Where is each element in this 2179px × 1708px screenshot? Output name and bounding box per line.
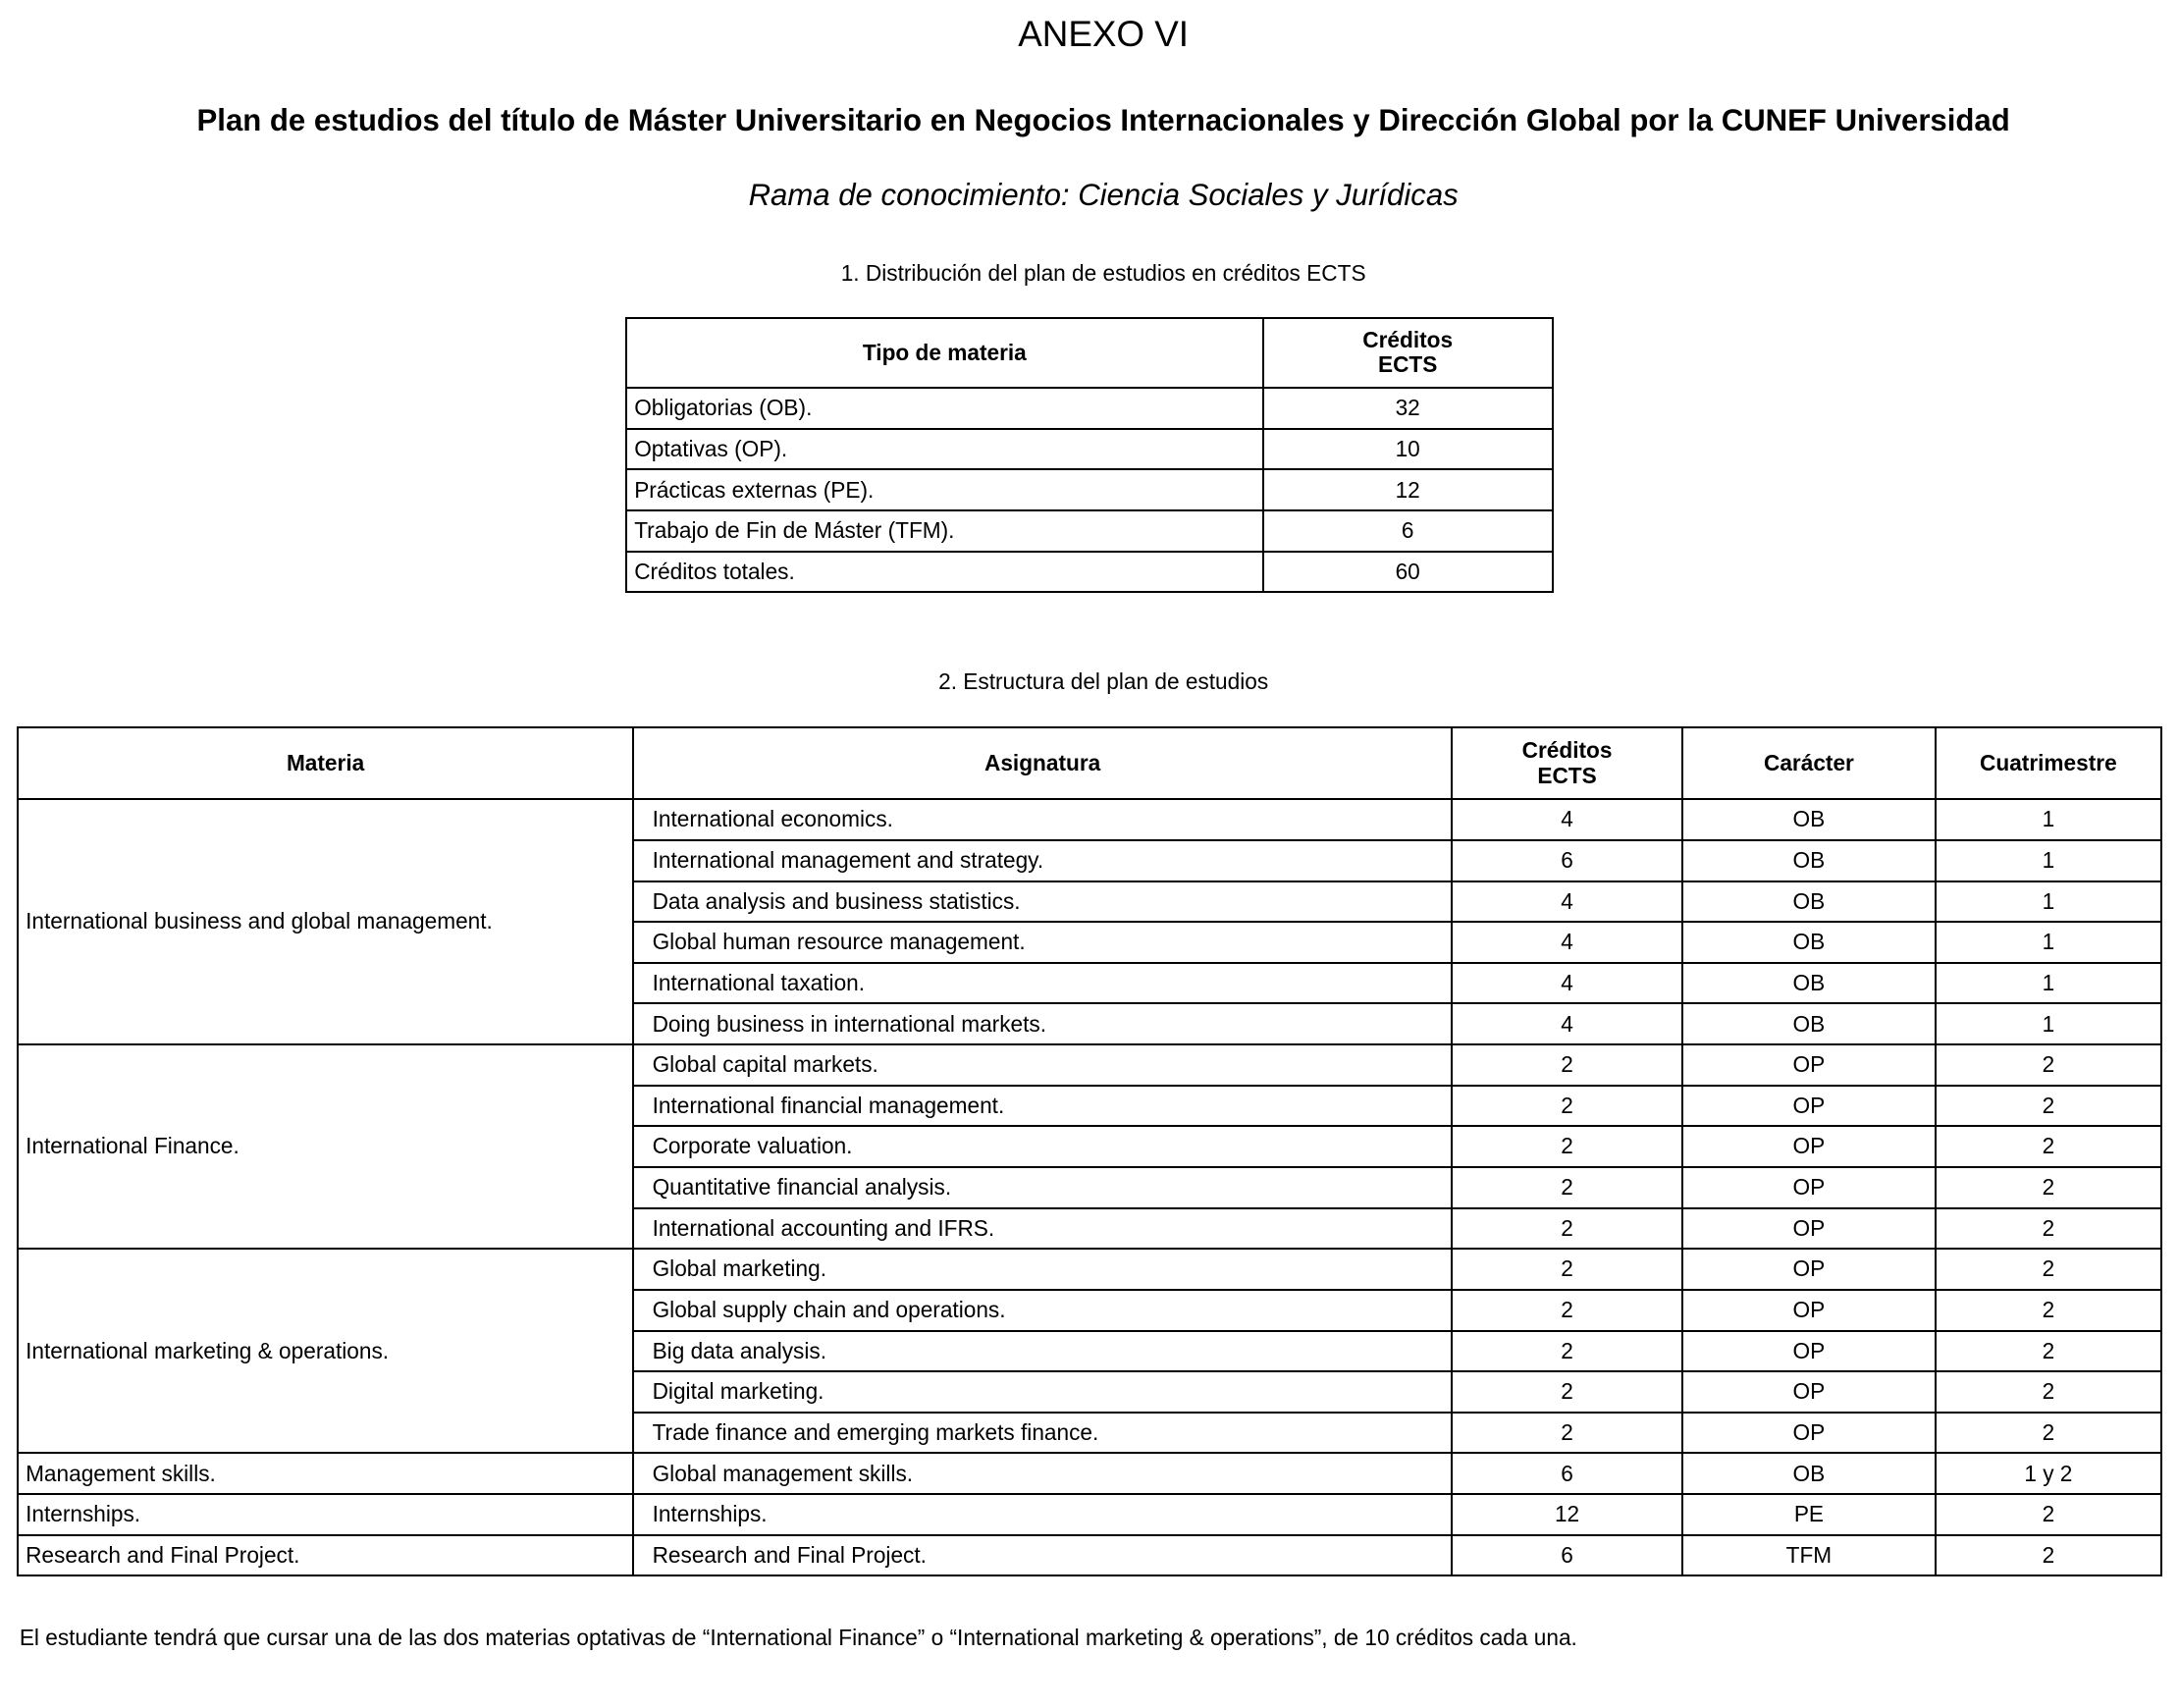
creditos-cell: 4 <box>1452 922 1682 963</box>
caracter-cell: OP <box>1682 1413 1936 1454</box>
caracter-cell: OP <box>1682 1208 1936 1250</box>
table-row <box>18 1535 2161 1576</box>
table-row <box>626 469 1553 510</box>
cuatrimestre-cell: 1 <box>1936 799 2161 840</box>
creditos-cell: 2 <box>1452 1167 1682 1208</box>
caracter-cell: OP <box>1682 1290 1936 1331</box>
caracter-cell: OB <box>1682 799 1936 840</box>
materia-cell: Research and Final Project. <box>18 1535 633 1576</box>
section2-title: 2. Estructura del plan de estudios <box>938 667 1269 694</box>
creditos-cell: 12 <box>1452 1494 1682 1535</box>
creditos-cell: 4 <box>1452 799 1682 840</box>
tipo-cell: Trabajo de Fin de Máster (TFM). <box>626 510 1262 552</box>
asignatura-cell: Big data analysis. <box>633 1331 1452 1372</box>
credits-distribution-table <box>625 317 1554 594</box>
table-row <box>18 1044 2161 1086</box>
header-creditos: Créditos ECTS <box>1452 727 1682 799</box>
cuatrimestre-cell: 1 <box>1936 963 2161 1004</box>
asignatura-cell: Research and Final Project. <box>633 1535 1452 1576</box>
table-row <box>626 429 1553 470</box>
table-row <box>626 510 1553 552</box>
materia-cell: Internships. <box>18 1494 633 1535</box>
table-header <box>626 318 1553 388</box>
creditos-cell: 4 <box>1452 1003 1682 1044</box>
cuatrimestre-cell: 1 <box>1936 1003 2161 1044</box>
materia-cell: International marketing & operations. <box>18 1249 633 1453</box>
cuatrimestre-cell: 2 <box>1936 1290 2161 1331</box>
asignatura-cell: International accounting and IFRS. <box>633 1208 1452 1250</box>
creditos-cell: 2 <box>1452 1249 1682 1290</box>
cuatrimestre-cell: 2 <box>1936 1371 2161 1413</box>
asignatura-cell: Global management skills. <box>633 1453 1452 1494</box>
asignatura-cell: Global human resource management. <box>633 922 1452 963</box>
asignatura-cell: Global marketing. <box>633 1249 1452 1290</box>
caracter-cell: OB <box>1682 840 1936 881</box>
creditos-cell: 2 <box>1452 1126 1682 1167</box>
branch-subtitle: Rama de conocimiento: Ciencia Sociales y Jurídicas <box>748 178 1459 213</box>
caracter-cell: OB <box>1682 1003 1936 1044</box>
asignatura-cell: International taxation. <box>633 963 1452 1004</box>
section1-title: 1. Distribución del plan de estudios en créditos ECTS <box>840 259 1366 286</box>
cuatrimestre-cell: 1 y 2 <box>1936 1453 2161 1494</box>
caracter-cell: OP <box>1682 1167 1936 1208</box>
creditos-cell: 2 <box>1452 1331 1682 1372</box>
cuatrimestre-cell: 1 <box>1936 840 2161 881</box>
table-row <box>18 1249 2161 1290</box>
creditos-cell: 2 <box>1452 1371 1682 1413</box>
tipo-cell: Prácticas externas (PE). <box>626 469 1262 510</box>
caracter-cell: OP <box>1682 1086 1936 1127</box>
footnote: El estudiante tendrá que cursar una de las dos materias optativas de “International Finance” o “International marketing & operations”, de 10 créditos cada una. <box>19 1625 1577 1651</box>
cuatrimestre-cell: 1 <box>1936 922 2161 963</box>
tipo-cell: Obligatorias (OB). <box>626 388 1262 429</box>
caracter-cell: OB <box>1682 922 1936 963</box>
asignatura-cell: Data analysis and business statistics. <box>633 881 1452 923</box>
asignatura-cell: Global supply chain and operations. <box>633 1290 1452 1331</box>
cuatrimestre-cell: 2 <box>1936 1494 2161 1535</box>
cuatrimestre-cell: 2 <box>1936 1044 2161 1086</box>
asignatura-cell: Doing business in international markets. <box>633 1003 1452 1044</box>
document-title: Plan de estudios del título de Máster Universitario en Negocios Internacionales y Dirección Global por la CUNEF Universidad <box>196 102 2010 137</box>
creditos-cell: 6 <box>1263 510 1553 552</box>
cuatrimestre-cell: 2 <box>1936 1535 2161 1576</box>
materia-cell: International business and global management. <box>18 799 633 1044</box>
header-creditos: Créditos ECTS <box>1263 318 1553 388</box>
header-tipo: Tipo de materia <box>626 318 1262 388</box>
creditos-cell: 2 <box>1452 1290 1682 1331</box>
table-row <box>626 388 1553 429</box>
asignatura-cell: Quantitative financial analysis. <box>633 1167 1452 1208</box>
creditos-cell: 2 <box>1452 1044 1682 1086</box>
asignatura-cell: Internships. <box>633 1494 1452 1535</box>
materia-cell: Management skills. <box>18 1453 633 1494</box>
creditos-cell: 4 <box>1452 881 1682 923</box>
caracter-cell: OB <box>1682 881 1936 923</box>
asignatura-cell: Trade finance and emerging markets finance. <box>633 1413 1452 1454</box>
creditos-cell: 2 <box>1452 1086 1682 1127</box>
creditos-cell: 32 <box>1263 388 1553 429</box>
annex-heading: ANEXO VI <box>1018 14 1190 55</box>
caracter-cell: PE <box>1682 1494 1936 1535</box>
creditos-cell: 4 <box>1452 963 1682 1004</box>
cuatrimestre-cell: 2 <box>1936 1126 2161 1167</box>
materia-cell: International Finance. <box>18 1044 633 1249</box>
creditos-cell: 6 <box>1452 1535 1682 1576</box>
header-materia: Materia <box>18 727 633 799</box>
caracter-cell: OP <box>1682 1249 1936 1290</box>
caracter-cell: OP <box>1682 1044 1936 1086</box>
cuatrimestre-cell: 2 <box>1936 1086 2161 1127</box>
cuatrimestre-cell: 2 <box>1936 1167 2161 1208</box>
asignatura-cell: Global capital markets. <box>633 1044 1452 1086</box>
creditos-cell: 2 <box>1452 1208 1682 1250</box>
header-caracter: Carácter <box>1682 727 1936 799</box>
creditos-cell: 60 <box>1263 552 1553 593</box>
creditos-cell: 12 <box>1263 469 1553 510</box>
creditos-cell: 10 <box>1263 429 1553 470</box>
tipo-cell: Optativas (OP). <box>626 429 1262 470</box>
caracter-cell: OP <box>1682 1371 1936 1413</box>
cuatrimestre-cell: 2 <box>1936 1413 2161 1454</box>
header-cuatrimestre: Cuatrimestre <box>1936 727 2161 799</box>
asignatura-cell: International economics. <box>633 799 1452 840</box>
cuatrimestre-cell: 1 <box>1936 881 2161 923</box>
cuatrimestre-cell: 2 <box>1936 1331 2161 1372</box>
asignatura-cell: Corporate valuation. <box>633 1126 1452 1167</box>
header-asignatura: Asignatura <box>633 727 1452 799</box>
creditos-cell: 2 <box>1452 1413 1682 1454</box>
study-plan-table <box>17 726 2162 1576</box>
asignatura-cell: International financial management. <box>633 1086 1452 1127</box>
table-row <box>18 799 2161 840</box>
table-row <box>18 1494 2161 1535</box>
table-row <box>18 1453 2161 1494</box>
caracter-cell: OP <box>1682 1126 1936 1167</box>
asignatura-cell: International management and strategy. <box>633 840 1452 881</box>
tipo-cell: Créditos totales. <box>626 552 1262 593</box>
creditos-cell: 6 <box>1452 840 1682 881</box>
cuatrimestre-cell: 2 <box>1936 1249 2161 1290</box>
table-row <box>626 552 1553 593</box>
caracter-cell: OP <box>1682 1331 1936 1372</box>
caracter-cell: TFM <box>1682 1535 1936 1576</box>
asignatura-cell: Digital marketing. <box>633 1371 1452 1413</box>
caracter-cell: OB <box>1682 1453 1936 1494</box>
cuatrimestre-cell: 2 <box>1936 1208 2161 1250</box>
creditos-cell: 6 <box>1452 1453 1682 1494</box>
table-header <box>18 727 2161 799</box>
caracter-cell: OB <box>1682 963 1936 1004</box>
